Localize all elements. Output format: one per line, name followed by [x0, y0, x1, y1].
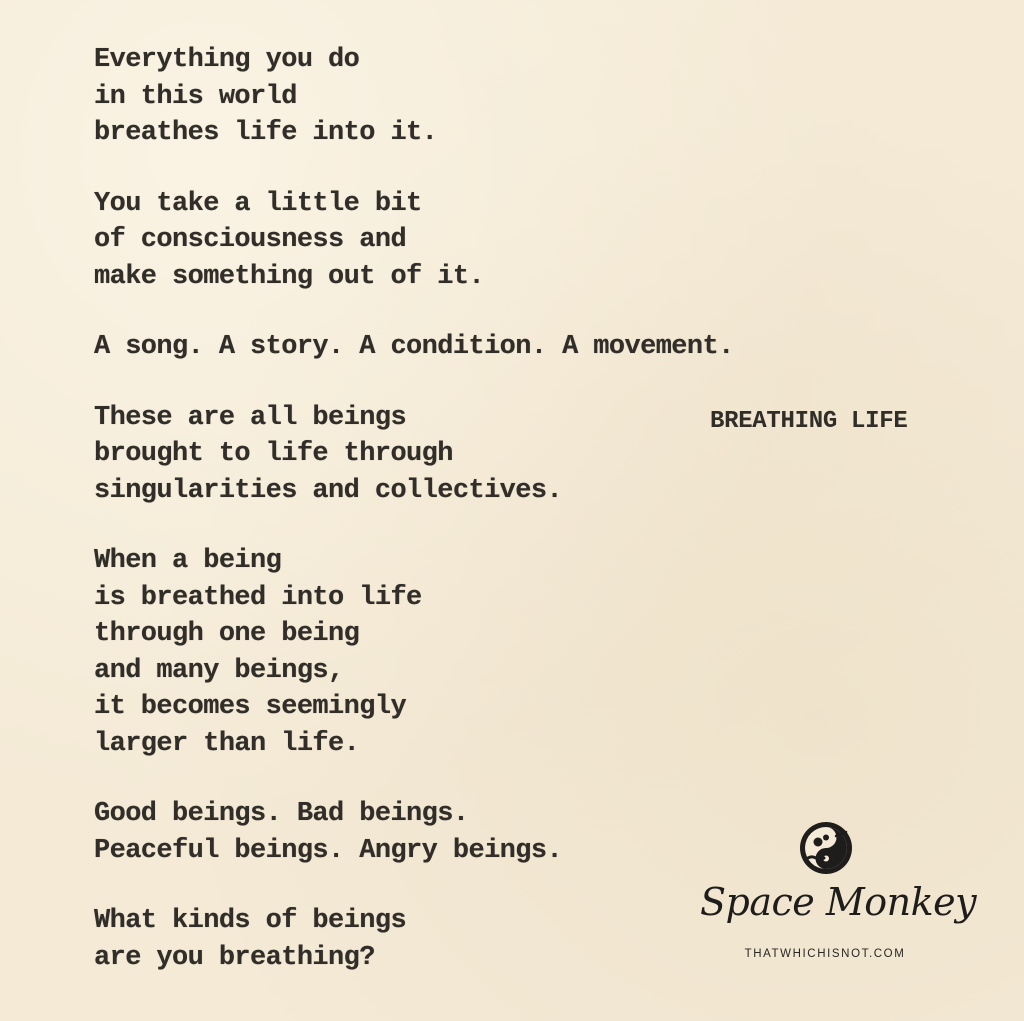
- poem-body: [94, 42, 734, 1010]
- stanza-1: [94, 42, 714, 152]
- stanza-3: [94, 329, 734, 366]
- poem-line: singularities and collectives.: [94, 475, 563, 506]
- poem-title: BREATHING LIFE: [710, 408, 908, 435]
- poem-line: it becomes seemingly: [94, 692, 407, 722]
- brand-name: Space Monkey: [700, 880, 977, 924]
- brand-url: THATWHICHISNOT.COM: [744, 948, 906, 960]
- poem-line: You take a little bit: [94, 188, 422, 219]
- stanza-4: [94, 400, 714, 510]
- poem-line: and many beings,: [94, 655, 344, 686]
- poem-line: brought to life through: [94, 439, 453, 469]
- stanza-2: [94, 186, 714, 296]
- stanza-7: [94, 903, 714, 976]
- poem-line: in this world: [94, 81, 297, 112]
- space-monkey-logo-icon: [796, 818, 856, 878]
- poem-line: of consciousness and: [94, 225, 407, 255]
- poem-line: make something out of it.: [94, 261, 485, 292]
- poem-line: These are all beings: [94, 402, 407, 433]
- poem-line: larger than life.: [94, 728, 360, 759]
- poem-line: When a being: [94, 546, 282, 576]
- poem-line: breathes life into it.: [94, 118, 438, 148]
- stanza-5: [94, 543, 714, 762]
- poem-line: A song. A story. A condition. A movement.: [94, 332, 734, 362]
- poem-line: Everything you do: [94, 45, 360, 75]
- poem-line: is breathed into life: [94, 582, 422, 613]
- poem-line: Peaceful beings. Angry beings.: [94, 835, 563, 866]
- stanza-6: [94, 796, 714, 869]
- poem-line: Good beings. Bad beings.: [94, 799, 469, 829]
- poem-line: through one being: [94, 619, 360, 649]
- poem-line: are you breathing?: [94, 942, 375, 973]
- poem-line: What kinds of beings: [94, 906, 407, 936]
